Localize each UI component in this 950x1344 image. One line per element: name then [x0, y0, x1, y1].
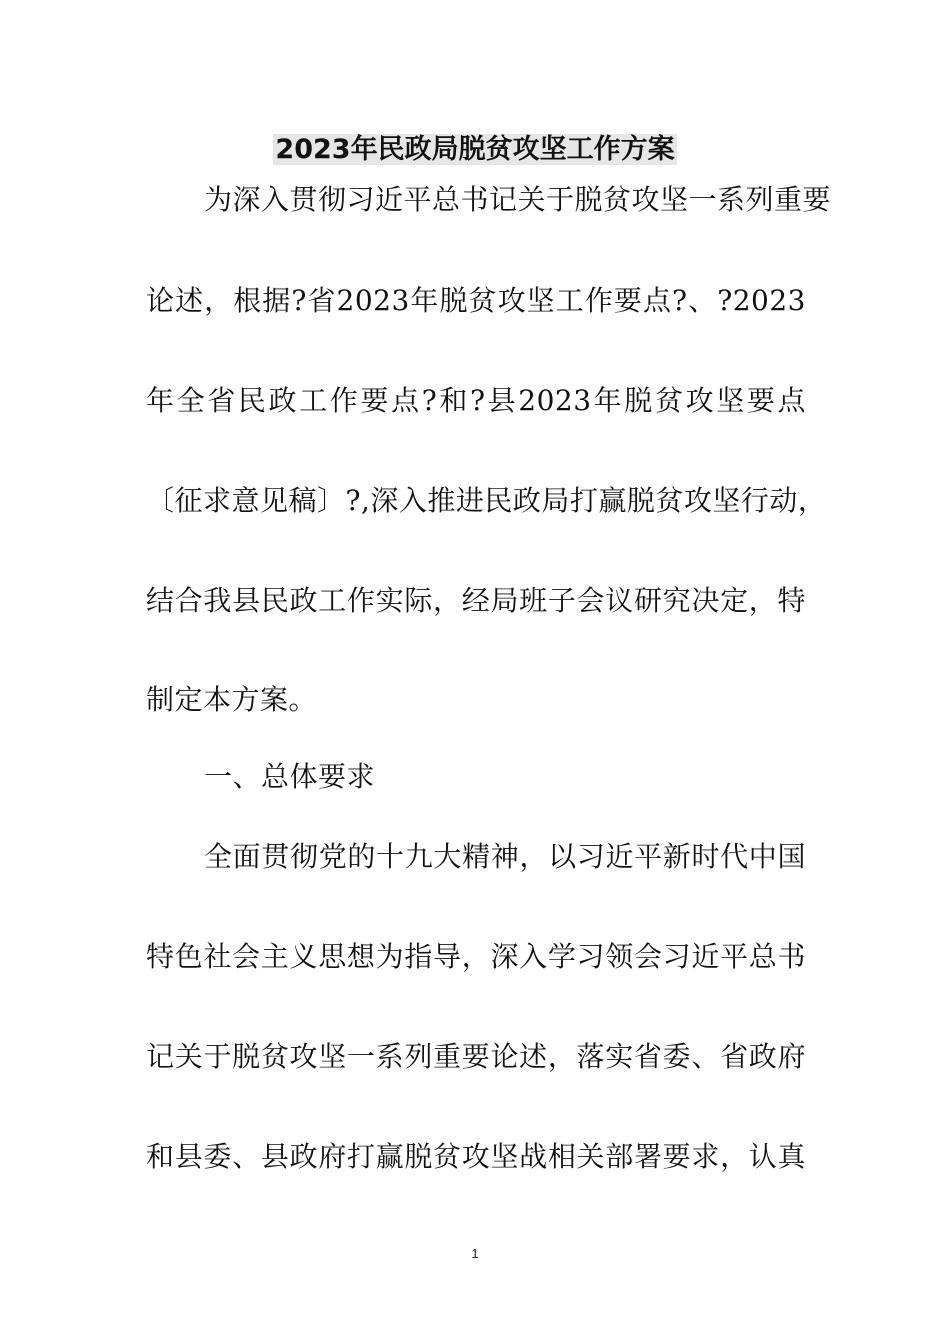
paragraph-line: 制定本方案。 [146, 683, 318, 716]
paragraph-line: 全面贯彻党的十九大精神，以习近平新时代中国 [204, 840, 806, 873]
paragraph-line: 〔征求意见稿〕?,深入推进民政局打赢脱贫攻坚行动， [146, 484, 827, 517]
section-heading: 一、总体要求 [204, 760, 376, 793]
paragraph-line: 特色社会主义思想为指导，深入学习领会习近平总书 [146, 940, 806, 973]
paragraph-line: 年全省民政工作要点?和?县2023年脱贫攻坚要点 [146, 384, 806, 417]
page-number: 1 [471, 1246, 479, 1261]
paragraph-line: 记关于脱贫攻坚一系列重要论述，落实省委、省政府 [146, 1040, 806, 1073]
title-text: 2023年民政局脱贫攻坚工作方案 [275, 134, 675, 165]
document-title [0, 133, 950, 167]
paragraph-line: 为深入贯彻习近平总书记关于脱贫攻坚一系列重要 [204, 183, 832, 216]
paragraph-line: 和县委、县政府打赢脱贫攻坚战相关部署要求，认真 [146, 1140, 806, 1173]
paragraph-line: 结合我县民政工作实际，经局班子会议研究决定，特 [146, 584, 806, 617]
paragraph-line: 论述，根据?省2023年脱贫攻坚工作要点?、?2023 [146, 284, 806, 317]
